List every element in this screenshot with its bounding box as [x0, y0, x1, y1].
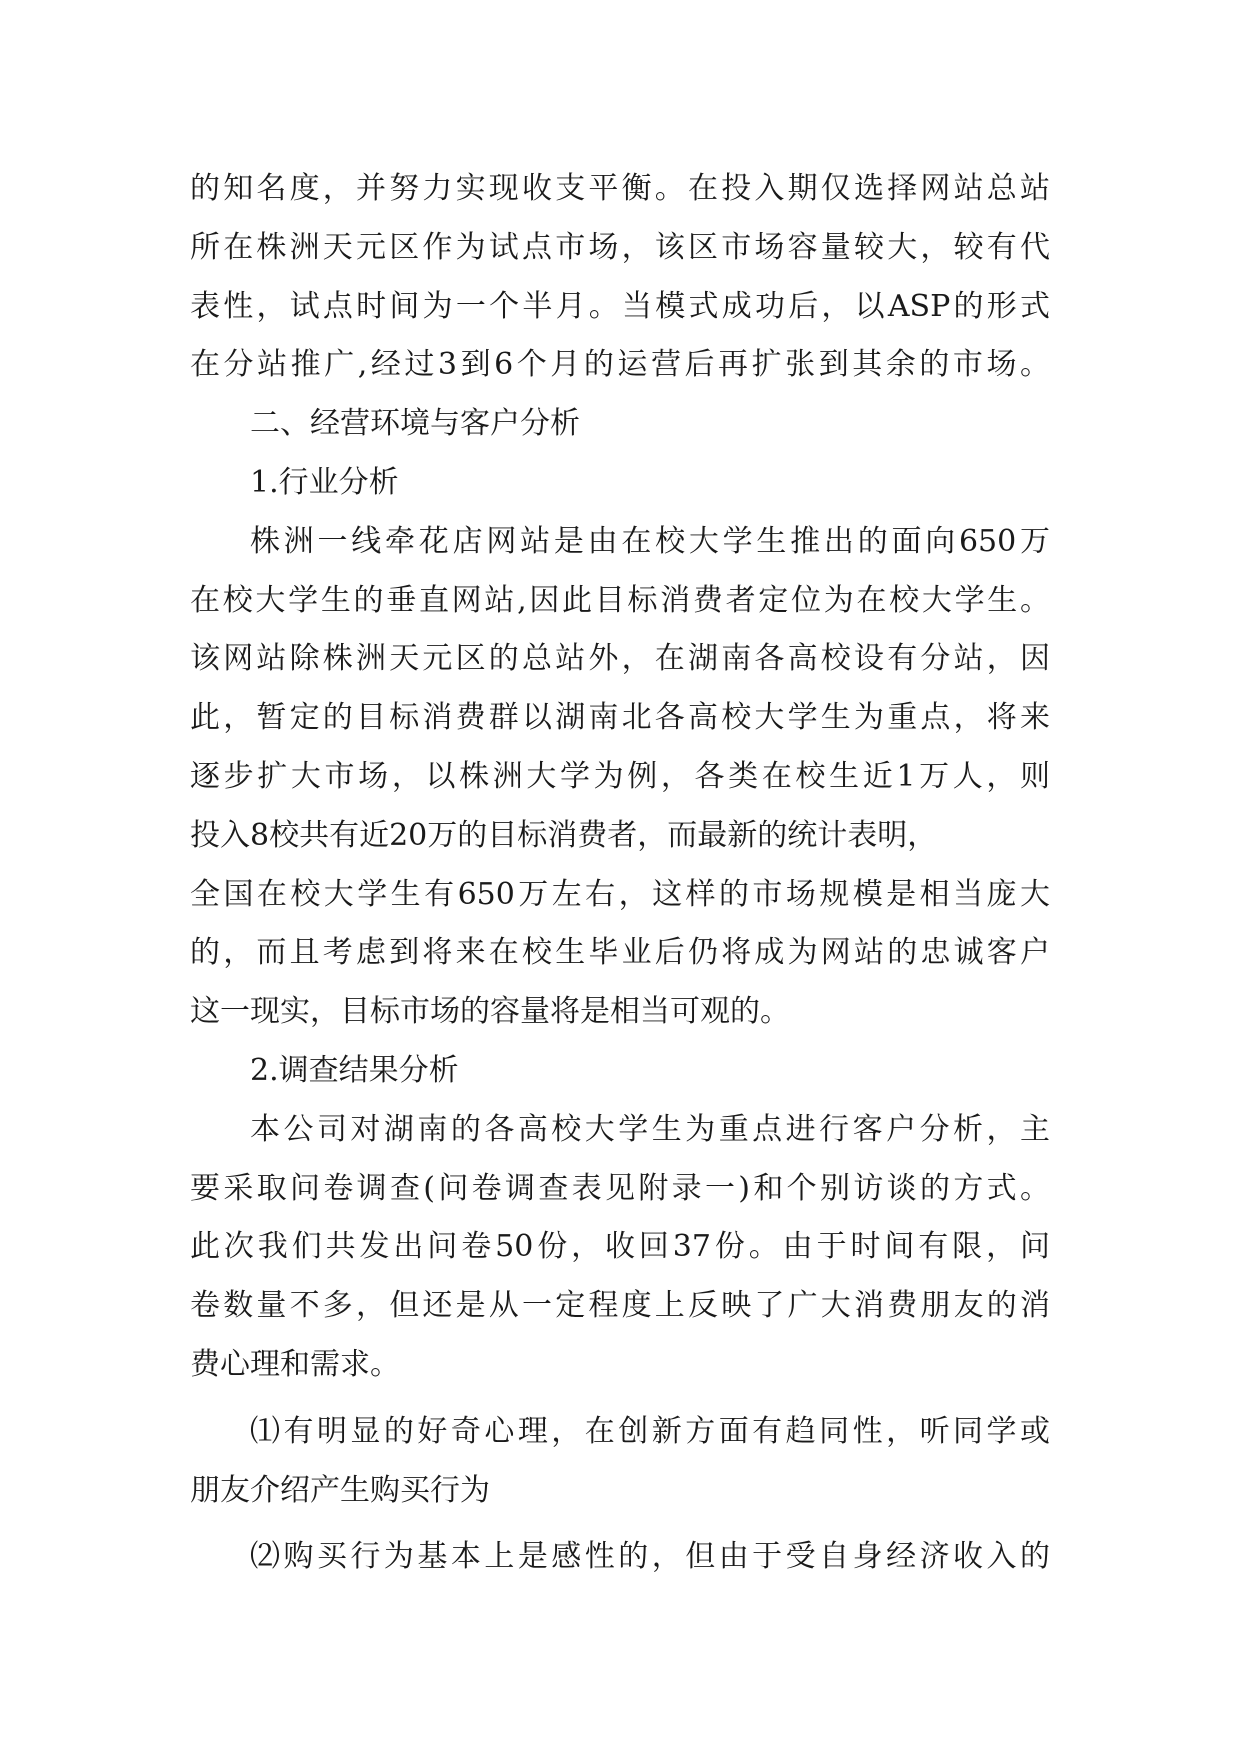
paragraph-line: 要采取问卷调查(问卷调查表见附录一)和个别访谈的方式。 [190, 1170, 1050, 1206]
paragraph-line: 的知名度，并努力实现收支平衡。在投入期仅选择网站总站 [190, 171, 1050, 206]
paragraph-line: 在校大学生的垂直网站,因此目标消费者定位为在校大学生。 [190, 582, 1050, 618]
list-item-line: 朋友介绍产生购买行为 [190, 1472, 490, 1508]
paragraph-line: 逐步扩大市场，以株洲大学为例，各类在校生近1万人，则 [190, 758, 1050, 794]
document-body [190, 160, 1050, 1587]
paragraph-line: 卷数量不多，但还是从一定程度上反映了广大消费朋友的消 [190, 1288, 1050, 1324]
paragraph-line: 此次我们共发出问卷50份，收回37份。由于时间有限，问 [190, 1229, 1050, 1265]
paragraph-line: 这一现实，目标市场的容量将是相当可观的。 [190, 994, 790, 1030]
subsection-heading-industry-analysis: 1.行业分析 [250, 464, 399, 500]
paragraph-line: 的，而且考虑到将来在校生毕业后仍将成为网站的忠诚客户 [190, 935, 1050, 971]
section-heading: 二、经营环境与客户分析 [250, 406, 580, 442]
paragraph-line: 费心理和需求。 [190, 1346, 400, 1382]
list-item-line: ⑵购买行为基本上是感性的，但由于受自身经济收入的 [250, 1539, 1050, 1575]
paragraph-line: 全国在校大学生有650万左右，这样的市场规模是相当庞大 [190, 876, 1050, 912]
subsection-heading-survey-analysis: 2.调查结果分析 [250, 1052, 459, 1088]
paragraph-line: 在分站推广,经过3到6个月的运营后再扩张到其余的市场。 [190, 347, 1050, 383]
list-item-line: ⑴有明显的好奇心理，在创新方面有趋同性，听同学或 [250, 1413, 1050, 1449]
paragraph-line: 所在株洲天元区作为试点市场，该区市场容量较大，较有代 [190, 229, 1050, 265]
paragraph-line: 投入8校共有近20万的目标消费者，而最新的统计表明， [190, 817, 938, 853]
paragraph-line: 此，暂定的目标消费群以湖南北各高校大学生为重点，将来 [190, 700, 1050, 736]
paragraph-line: 该网站除株洲天元区的总站外，在湖南各高校设有分站，因 [190, 641, 1050, 677]
paragraph-line: 株洲一线牵花店网站是由在校大学生推出的面向650万 [250, 523, 1050, 559]
paragraph-line: 表性，试点时间为一个半月。当模式成功后，以ASP的形式 [190, 288, 1050, 324]
paragraph-line: 本公司对湖南的各高校大学生为重点进行客户分析，主 [250, 1111, 1050, 1147]
